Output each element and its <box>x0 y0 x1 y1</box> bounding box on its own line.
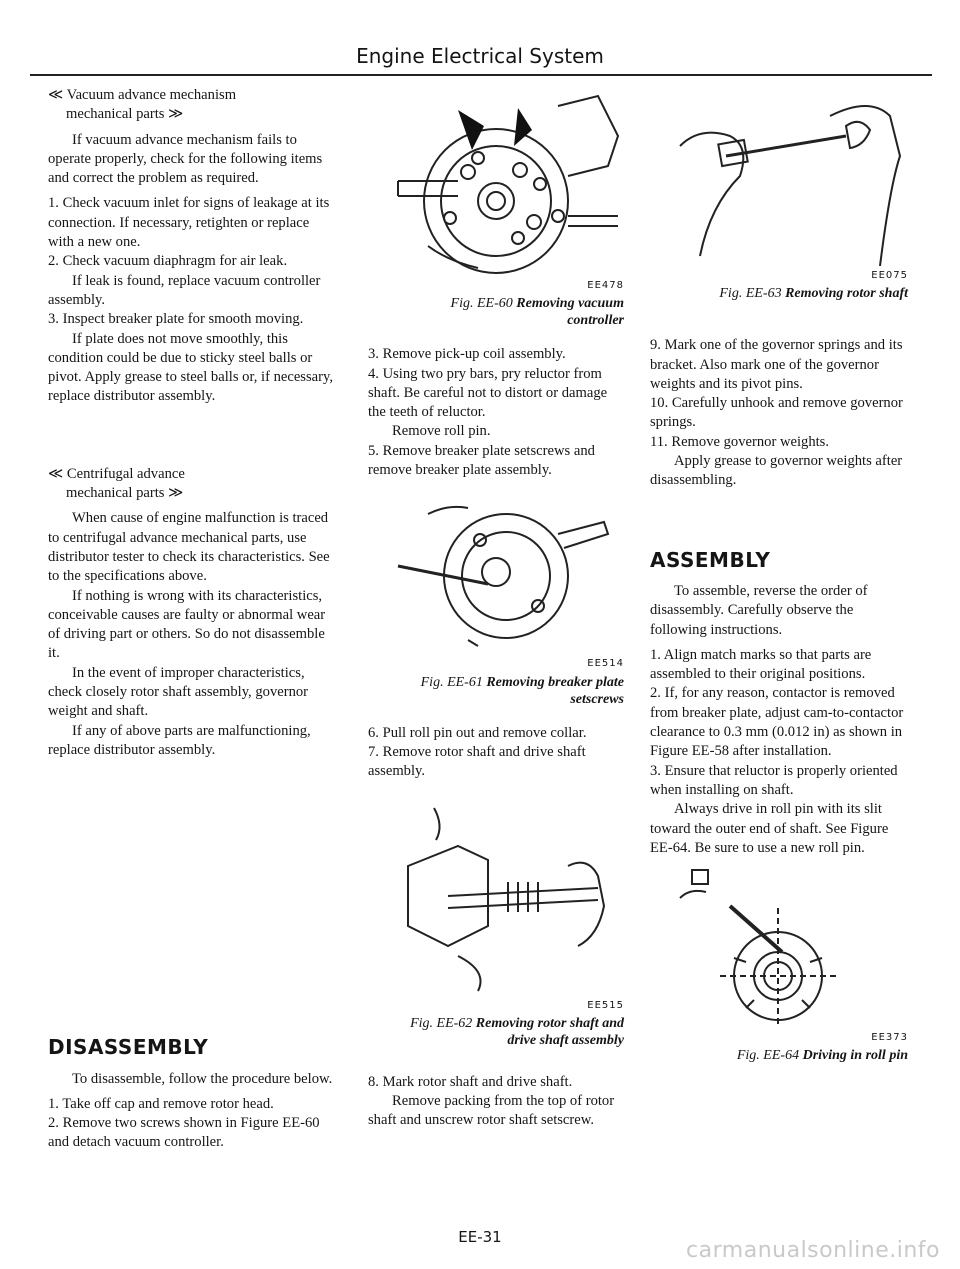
figure-number: Fig. EE-61 <box>420 674 483 690</box>
figure-code: EE075 <box>871 270 908 281</box>
watermark: carmanualsonline.info <box>686 1238 940 1263</box>
centrifugal-p1: When cause of engine malfunction is traced to centrifugal advance mechanical parts, use distributor tester to check its characteristics. See to the specifications above. <box>48 510 330 585</box>
figure-ee-63 <box>650 86 908 302</box>
step-4-note: Remove roll pin. <box>392 423 491 440</box>
column-left <box>48 86 334 1159</box>
step-3: 3. Remove pick-up coil assembly. <box>368 346 566 363</box>
column-right <box>650 86 908 1080</box>
disassembly-step-2: 2. Remove two screws shown in Figure EE-60 and detach vacuum controller. <box>48 1115 320 1151</box>
centrifugal-p3: In the event of improper characteristics, check closely rotor shaft assembly, governor weight and shaft. <box>48 664 309 720</box>
figure-title-line1: Removing vacuum <box>516 296 624 312</box>
figure-ee-60 <box>368 86 624 329</box>
figure-caption <box>368 1015 624 1049</box>
figure-ee-64 <box>650 868 908 1064</box>
step-11: 11. Remove governor weights. <box>650 433 830 450</box>
step-4: 4. Using two pry bars, pry reluctor from shaft. Be careful not to distort or damage the teeth of reluctor. <box>368 365 608 421</box>
vacuum-step-3-note: If plate does not move smoothly, this condition could be due to sticky steel balls or pivot. Apply grease to steel balls or, if necessary, replace distributor assembly. <box>48 330 333 405</box>
page-header: Engine Electrical System <box>356 44 604 68</box>
figure-ee-62 <box>368 796 624 1049</box>
centrifugal-p2: If nothing is wrong with its characteristics, conceivable causes are faulty or abnormal wear of driving part or others. So do not disassemble it. <box>48 587 326 662</box>
figure-title-line2: drive shaft assembly <box>507 1032 624 1048</box>
figure-ee-61 <box>368 494 624 707</box>
figure-number: Fig. EE-62 <box>410 1015 473 1031</box>
step-8-note: Remove packing from the top of rotor shaft and unscrew rotor shaft setscrew. <box>368 1093 615 1129</box>
step-10: 10. Carefully unhook and remove governor springs. <box>650 395 903 431</box>
vacuum-step-1: 1. Check vacuum inlet for signs of leakage at its connection. If necessary, retighten or replace with a new one. <box>48 195 330 251</box>
figure-code: EE514 <box>587 658 624 670</box>
step-8: 8. Mark rotor shaft and drive shaft. <box>368 1073 573 1090</box>
header-rule <box>30 74 932 76</box>
step-7: 7. Remove rotor shaft and drive shaft assembly. <box>368 743 586 780</box>
figure-title-line1: Removing rotor shaft and <box>475 1015 624 1031</box>
disassembly-heading: DISASSEMBLY <box>48 1035 209 1060</box>
figure-caption <box>368 295 624 329</box>
centrifugal-p4: If any of above parts are malfunctioning, replace distributor assembly. <box>48 722 311 758</box>
assembly-step-3-note: Always drive in roll pin with its slit toward the outer end of shaft. See Figure EE-64. Be sure to use a new roll pin. <box>650 801 889 856</box>
breaker-plate-illustration <box>368 494 624 654</box>
step-5: 5. Remove breaker plate setscrews and remove breaker plate assembly. <box>368 442 595 479</box>
figure-code: EE478 <box>587 280 624 291</box>
vacuum-step-2-note: If leak is found, replace vacuum controller assembly. <box>48 272 321 308</box>
assembly-heading: ASSEMBLY <box>650 547 771 572</box>
disassembly-step-1: 1. Take off cap and remove rotor head. <box>48 1095 274 1112</box>
figure-code: EE373 <box>871 1032 908 1044</box>
vacuum-subheading-line2: mechanical parts ≫ <box>66 106 184 123</box>
figure-number: Fig. EE-60 <box>450 296 513 312</box>
assembly-step-1: 1. Align match marks so that parts are assembled to their original positions. <box>650 646 872 683</box>
figure-title-line2: controller <box>567 313 624 329</box>
figure-title: Removing rotor shaft <box>785 286 908 302</box>
figure-number: Fig. EE-64 <box>736 1048 800 1064</box>
vacuum-intro: If vacuum advance mechanism fails to operate properly, check for the following items and correct the problem as required. <box>48 131 323 187</box>
column-middle <box>368 86 624 1137</box>
vacuum-subheading-line1: ≪ Vacuum advance mechanism <box>48 87 237 103</box>
figure-title-line1: Removing breaker plate <box>486 674 624 690</box>
step-9: 9. Mark one of the governor springs and its bracket. Also mark one of the governor weights and its pivot pins. <box>650 337 903 392</box>
assembly-intro: To assemble, reverse the order of disassembly. Carefully observe the following instructions. <box>650 582 868 638</box>
step-6: 6. Pull roll pin out and remove collar. <box>368 724 587 741</box>
figure-code: EE515 <box>587 999 624 1011</box>
centrifugal-subheading-line1: ≪ Centrifugal advance <box>48 465 185 482</box>
rotor-shaft-removal-illustration <box>650 86 908 266</box>
figure-title: Driving in roll pin <box>802 1048 908 1064</box>
figure-caption <box>368 674 624 708</box>
centrifugal-subheading-line2: mechanical parts ≫ <box>66 485 184 502</box>
vacuum-step-3: 3. Inspect breaker plate for smooth moving. <box>48 311 304 328</box>
roll-pin-illustration <box>650 868 908 1028</box>
assembly-step-3: 3. Ensure that reluctor is properly oriented when installing on shaft. <box>650 762 898 798</box>
assembly-step-2: 2. If, for any reason, contactor is removed from breaker plate, adjust cam-to-contactor clearance to 0.3 mm (0.012 in) as shown in Figure EE-58 after installation. <box>650 685 904 760</box>
figure-number: Fig. EE-63 <box>719 286 782 302</box>
figure-title-line2: setscrews <box>570 691 624 707</box>
figure-caption <box>650 285 908 302</box>
vacuum-controller-illustration <box>368 86 624 276</box>
vacuum-step-2: 2. Check vacuum diaphragm for air leak. <box>48 253 288 270</box>
page-number: EE-31 <box>458 1228 502 1246</box>
rotor-shaft-illustration <box>368 796 624 996</box>
disassembly-intro: To disassemble, follow the procedure below. <box>72 1070 333 1087</box>
figure-caption <box>650 1047 908 1064</box>
step-11-note: Apply grease to governor weights after disassembling. <box>650 453 903 489</box>
